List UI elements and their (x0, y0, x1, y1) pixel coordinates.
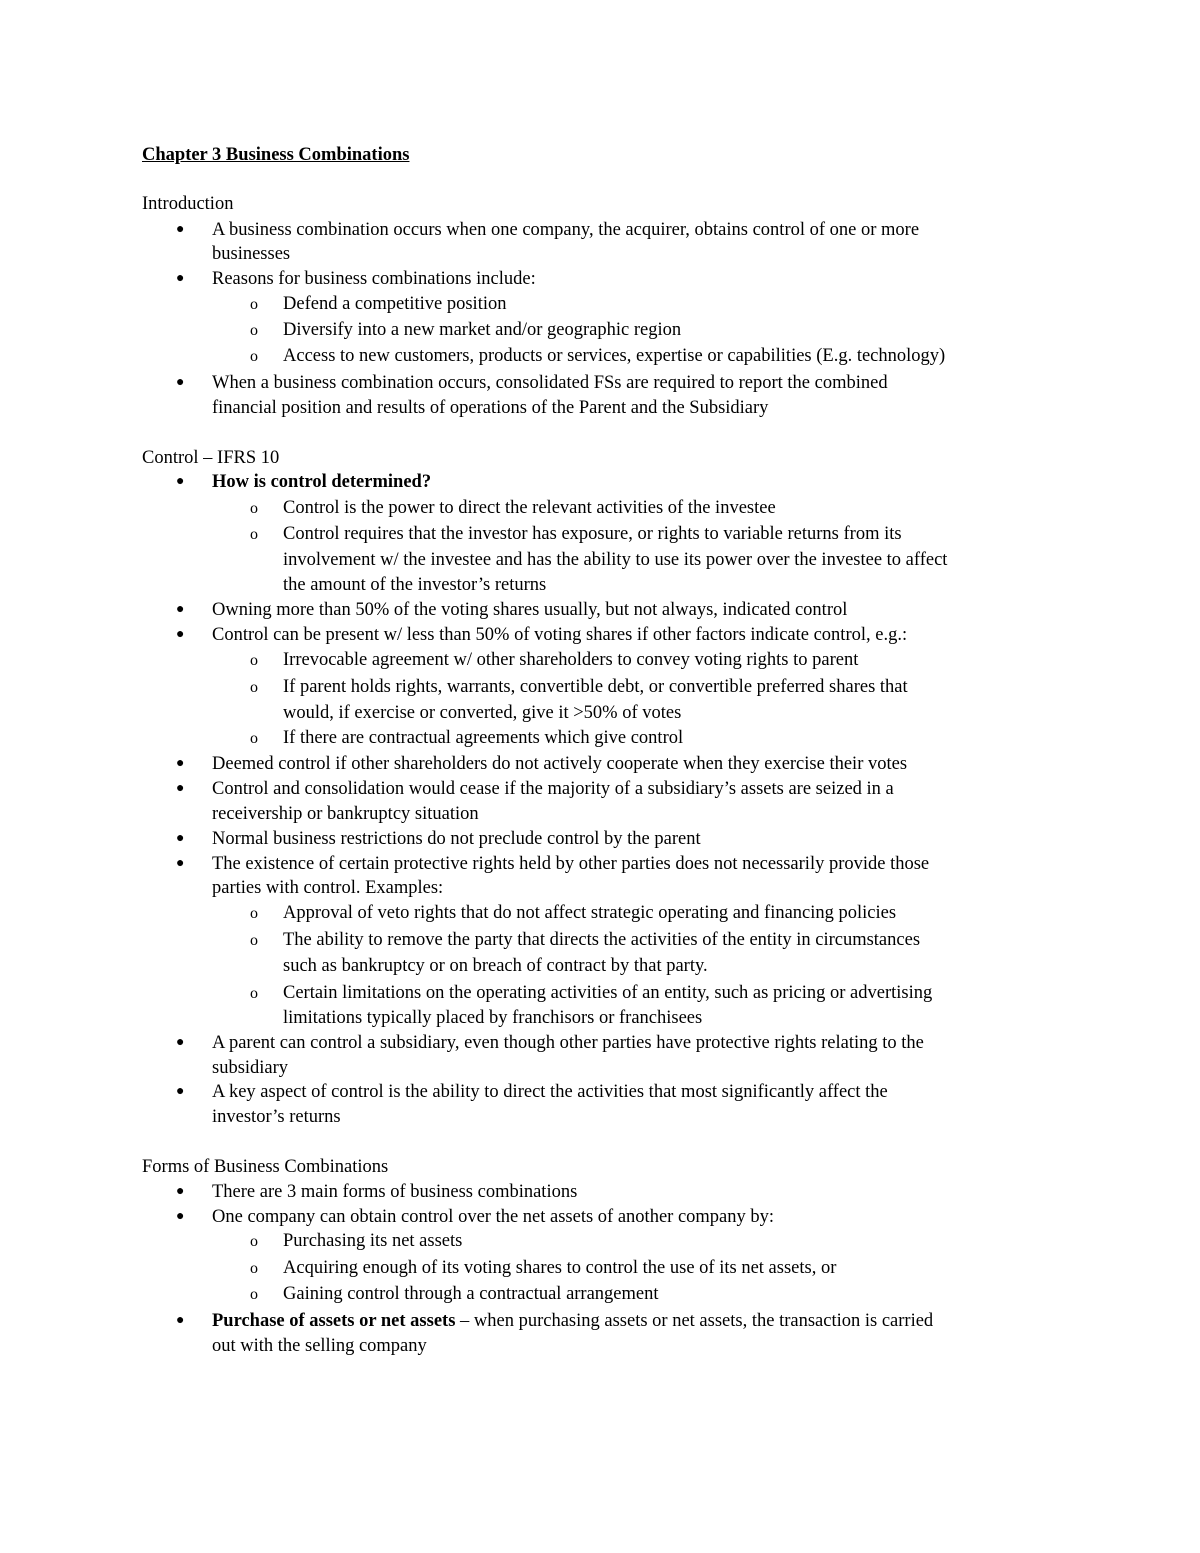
sub-bullet-marker: o (250, 905, 258, 922)
control-bullet-7-cont: parties with control. Examples: (212, 878, 444, 898)
control-bullet-6: Normal business restrictions do not preclude control by the parent (212, 829, 701, 849)
sub-bullet-marker: o (250, 296, 258, 313)
sub-bullet-marker: o (250, 500, 258, 517)
forms-bullet-2: One company can obtain control over the net assets of another company by: (212, 1207, 775, 1227)
forms-bullet-1: There are 3 main forms of business combinations (212, 1182, 578, 1202)
control-bullet-9-cont: investor’s returns (212, 1107, 341, 1127)
bullet-marker: ● (176, 756, 185, 771)
control-bullet-8-cont: subsidiary (212, 1058, 289, 1078)
control-bullet-9: A key aspect of control is the ability to direct the activities that most significantly affect the (212, 1082, 888, 1102)
sub-bullet-marker: o (250, 679, 258, 696)
section-heading-forms: Forms of Business Combinations (142, 1157, 389, 1177)
intro-bullet-2: Reasons for business combinations include: (212, 269, 536, 289)
control-sub-item: If parent holds rights, warrants, convertible debt, or convertible preferred shares that (283, 677, 908, 697)
forms-sub-item: Purchasing its net assets (283, 1231, 463, 1251)
intro-sub-item: Defend a competitive position (283, 294, 507, 314)
forms-bullet-3-cont: out with the selling company (212, 1336, 427, 1356)
sub-bullet-marker: o (250, 1286, 258, 1303)
control-sub-item-cont: the amount of the investor’s returns (283, 575, 547, 595)
sub-bullet-marker: o (250, 932, 258, 949)
control-sub-item: Irrevocable agreement w/ other shareholders to convey voting rights to parent (283, 650, 859, 670)
section-heading-control: Control – IFRS 10 (142, 448, 280, 468)
control-bullet-8: A parent can control a subsidiary, even though other parties have protective rights relating to the (212, 1033, 924, 1053)
control-sub-item-cont: limitations typically placed by franchisors or franchisees (283, 1008, 703, 1028)
intro-bullet-1-cont: businesses (212, 244, 291, 264)
bullet-marker: ● (176, 222, 185, 237)
control-sub-item: Approval of veto rights that do not affect strategic operating and financing policies (283, 903, 897, 923)
control-bullet-5: Control and consolidation would cease if the majority of a subsidiary’s assets are seized in a (212, 779, 894, 799)
control-bullet-7: The existence of certain protective rights held by other parties does not necessarily provide those (212, 854, 930, 874)
bullet-marker: ● (176, 627, 185, 642)
control-sub-item: Certain limitations on the operating activities of an entity, such as pricing or advertising (283, 983, 933, 1003)
sub-bullet-marker: o (250, 730, 258, 747)
forms-bullet-3-term: Purchase of assets or net assets (212, 1311, 456, 1331)
bullet-marker: ● (176, 781, 185, 796)
control-sub-item-cont: would, if exercise or converted, give it >50% of votes (283, 703, 682, 723)
control-sub-item: Control is the power to direct the relevant activities of the investee (283, 498, 776, 518)
forms-bullet-3 (212, 1309, 933, 1333)
bullet-marker: ● (176, 271, 185, 286)
control-bullet-2: Owning more than 50% of the voting shares usually, but not always, indicated control (212, 600, 848, 620)
control-bullet-1: How is control determined? (212, 472, 432, 492)
forms-bullet-3-text: – when purchasing assets or net assets, the transaction is carried (455, 1311, 934, 1331)
control-bullet-3: Control can be present w/ less than 50% of voting shares if other factors indicate control, e.g.: (212, 625, 908, 645)
bullet-marker: ● (176, 375, 185, 390)
sub-bullet-marker: o (250, 322, 258, 339)
intro-bullet-3-cont: financial position and results of operations of the Parent and the Subsidiary (212, 398, 769, 418)
forms-sub-item: Gaining control through a contractual arrangement (283, 1284, 659, 1304)
bullet-marker: ● (176, 1209, 185, 1224)
control-bullet-5-cont: receivership or bankruptcy situation (212, 804, 479, 824)
bullet-marker: ● (176, 474, 185, 489)
forms-sub-item: Acquiring enough of its voting shares to control the use of its net assets, or (283, 1258, 837, 1278)
sub-bullet-marker: o (250, 526, 258, 543)
bullet-marker: ● (176, 1035, 185, 1050)
bullet-marker: ● (176, 1313, 185, 1328)
sub-bullet-marker: o (250, 1260, 258, 1277)
intro-sub-item: Diversify into a new market and/or geographic region (283, 320, 682, 340)
bullet-marker: ● (176, 831, 185, 846)
intro-bullet-1: A business combination occurs when one company, the acquirer, obtains control of one or more (212, 220, 920, 240)
intro-bullet-3: When a business combination occurs, consolidated FSs are required to report the combined (212, 373, 888, 393)
sub-bullet-marker: o (250, 652, 258, 669)
control-sub-item-cont: such as bankruptcy or on breach of contract by that party. (283, 956, 708, 976)
bullet-marker: ● (176, 1184, 185, 1199)
control-sub-item: If there are contractual agreements which give control (283, 728, 684, 748)
control-sub-item: Control requires that the investor has exposure, or rights to variable returns from its (283, 524, 902, 544)
bullet-marker: ● (176, 1084, 185, 1099)
intro-sub-item: Access to new customers, products or services, expertise or capabilities (E.g. technology) (283, 346, 946, 366)
control-sub-item-cont: involvement w/ the investee and has the ability to use its power over the investee to affect (283, 550, 948, 570)
sub-bullet-marker: o (250, 348, 258, 365)
bullet-marker: ● (176, 602, 185, 617)
sub-bullet-marker: o (250, 1233, 258, 1250)
control-bullet-4: Deemed control if other shareholders do not actively cooperate when they exercise their votes (212, 754, 908, 774)
sub-bullet-marker: o (250, 985, 258, 1002)
bullet-marker: ● (176, 856, 185, 871)
control-sub-item: The ability to remove the party that directs the activities of the entity in circumstances (283, 930, 921, 950)
section-heading-introduction: Introduction (142, 194, 234, 214)
page-title: Chapter 3 Business Combinations (142, 145, 410, 165)
